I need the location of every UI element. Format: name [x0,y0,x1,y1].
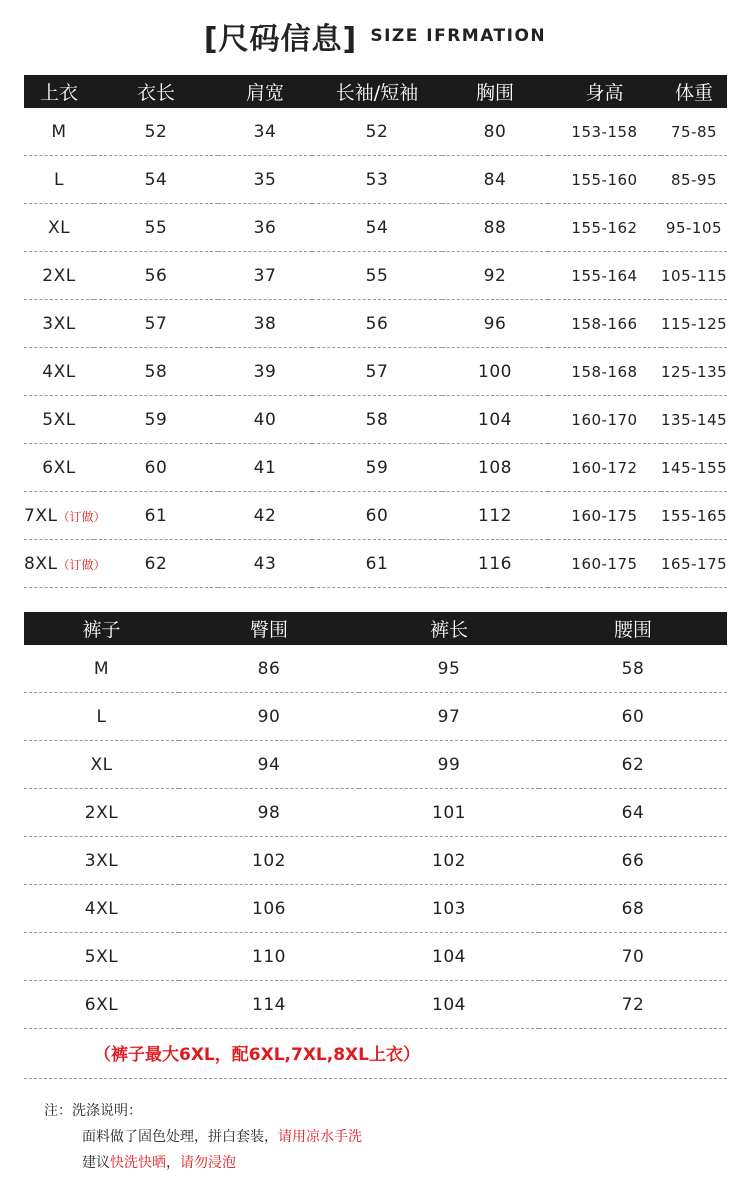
table-cell: 58 [312,396,442,444]
size-cell: L [24,693,179,741]
size-cell: 5XL [24,933,179,981]
table-cell: 55 [94,204,218,252]
table-cell: 110 [179,933,359,981]
table-cell: 60 [312,492,442,540]
header-cell: 体重 [661,75,727,108]
header-cell: 胸围 [442,75,548,108]
wash-text: 面料做了固色处理，拼白套装， [82,1129,278,1145]
custom-order-note: （订做） [57,557,106,572]
table-cell: 165-175 [661,540,727,588]
table-row [24,540,727,588]
header-cell: 上衣 [24,75,94,108]
wash-heading: 注：洗涤说明： [44,1103,142,1119]
header-cell: 衣长 [94,75,218,108]
header-cell: 臀围 [179,612,359,645]
table-cell: 59 [312,444,442,492]
table-cell: 160-175 [548,492,661,540]
table-cell: 86 [179,645,359,693]
table-row [24,396,727,444]
size-cell: 4XL [24,885,179,933]
size-cell: M [24,645,179,693]
wash-warning: 快洗快晒 [110,1155,166,1171]
table-cell: 102 [179,837,359,885]
size-label: 3XL [42,313,76,334]
table-cell: 155-165 [661,492,727,540]
size-label: 5XL [42,409,76,430]
table-cell: 160-175 [548,540,661,588]
table-cell: 41 [218,444,312,492]
size-cell [24,444,94,492]
table-row [24,204,727,252]
wash-warning: 请用凉水手洗 [278,1129,362,1145]
size-label: 2XL [42,265,76,286]
table-cell: 61 [94,492,218,540]
table-cell: 62 [94,540,218,588]
table-cell: 153-158 [548,108,661,156]
table-cell: 37 [218,252,312,300]
size-cell [24,156,94,204]
table-cell: 100 [442,348,548,396]
table-cell: 52 [312,108,442,156]
size-label: 4XL [42,361,76,382]
table-row [24,645,727,693]
header-cell: 肩宽 [218,75,312,108]
size-cell: 6XL [24,981,179,1029]
title-cn: [尺码信息] [203,22,358,57]
table-cell: 85-95 [661,156,727,204]
table-row [24,789,727,837]
wash-line-2 [82,1150,362,1176]
table-cell: 58 [539,645,727,693]
top-size-table [24,75,727,588]
pants-note: （裤子最大6XL，配6XL,7XL,8XL上衣） [24,1032,727,1079]
page-title [0,14,750,66]
table-cell: 105-115 [661,252,727,300]
table-cell: 104 [442,396,548,444]
size-cell [24,108,94,156]
size-cell: 3XL [24,837,179,885]
table-row [24,108,727,156]
size-label: M [51,121,67,142]
table-row [24,981,727,1029]
table-cell: 40 [218,396,312,444]
header-cell: 长袖/短袖 [312,75,442,108]
bottom-size-table [24,612,727,1029]
table-cell: 39 [218,348,312,396]
top-table-body [24,108,727,588]
size-cell [24,204,94,252]
table-row [24,741,727,789]
table-cell: 145-155 [661,444,727,492]
table-cell: 61 [312,540,442,588]
table-cell: 57 [94,300,218,348]
table-cell: 55 [312,252,442,300]
wash-instructions [44,1098,362,1176]
table-cell: 88 [442,204,548,252]
table-cell: 92 [442,252,548,300]
table-row [24,444,727,492]
table-cell: 58 [94,348,218,396]
wash-text: ， [166,1155,180,1171]
size-cell [24,348,94,396]
table-cell: 116 [442,540,548,588]
table-cell: 60 [539,693,727,741]
table-cell: 53 [312,156,442,204]
table-cell: 68 [539,885,727,933]
header-cell: 裤子 [24,612,179,645]
size-cell [24,396,94,444]
size-label: 8XL [24,553,58,574]
size-cell: XL [24,741,179,789]
table-cell: 114 [179,981,359,1029]
table-cell: 42 [218,492,312,540]
size-cell [24,540,106,588]
bottom-table-header [24,612,727,645]
custom-order-note: （订做） [57,509,106,524]
table-row [24,156,727,204]
table-cell: 56 [94,252,218,300]
table-cell: 104 [359,933,539,981]
table-row [24,933,727,981]
header-cell: 裤长 [359,612,539,645]
table-row [24,300,727,348]
size-label: XL [47,217,71,238]
table-cell: 62 [539,741,727,789]
wash-warning: 请勿浸泡 [180,1155,236,1171]
table-cell: 125-135 [661,348,727,396]
table-cell: 57 [312,348,442,396]
table-cell: 54 [94,156,218,204]
table-cell: 43 [218,540,312,588]
table-cell: 80 [442,108,548,156]
header-cell: 身高 [548,75,661,108]
table-cell: 99 [359,741,539,789]
table-cell: 112 [442,492,548,540]
table-cell: 52 [94,108,218,156]
table-cell: 72 [539,981,727,1029]
size-cell [24,492,106,540]
table-cell: 90 [179,693,359,741]
table-cell: 34 [218,108,312,156]
table-cell: 98 [179,789,359,837]
table-cell: 54 [312,204,442,252]
table-cell: 104 [359,981,539,1029]
table-cell: 155-164 [548,252,661,300]
table-cell: 101 [359,789,539,837]
bottom-table-body [24,645,727,1029]
size-label: 7XL [24,505,58,526]
table-cell: 160-170 [548,396,661,444]
table-row [24,837,727,885]
title-en: SIZE IFRMATION [370,26,547,46]
table-cell: 155-162 [548,204,661,252]
table-cell: 155-160 [548,156,661,204]
table-row [24,348,727,396]
table-cell: 96 [442,300,548,348]
size-cell [24,252,94,300]
table-cell: 108 [442,444,548,492]
wash-text: 建议 [82,1155,110,1171]
table-cell: 103 [359,885,539,933]
table-cell: 35 [218,156,312,204]
table-cell: 135-145 [661,396,727,444]
table-cell: 94 [179,741,359,789]
table-cell: 97 [359,693,539,741]
table-cell: 84 [442,156,548,204]
size-cell: 2XL [24,789,179,837]
table-cell: 38 [218,300,312,348]
table-row [24,885,727,933]
top-table-header [24,75,727,108]
table-cell: 95-105 [661,204,727,252]
table-cell: 75-85 [661,108,727,156]
size-label: L [54,169,64,190]
table-cell: 70 [539,933,727,981]
size-cell [24,300,94,348]
table-cell: 64 [539,789,727,837]
table-cell: 115-125 [661,300,727,348]
table-cell: 160-172 [548,444,661,492]
table-cell: 158-168 [548,348,661,396]
table-row [24,492,727,540]
table-cell: 158-166 [548,300,661,348]
table-row [24,693,727,741]
header-cell: 腰围 [539,612,727,645]
table-cell: 66 [539,837,727,885]
table-cell: 95 [359,645,539,693]
table-row [24,252,727,300]
wash-line-1 [82,1124,362,1150]
size-label: 6XL [42,457,76,478]
table-cell: 36 [218,204,312,252]
table-cell: 60 [94,444,218,492]
table-cell: 56 [312,300,442,348]
table-cell: 106 [179,885,359,933]
table-cell: 102 [359,837,539,885]
table-cell: 59 [94,396,218,444]
